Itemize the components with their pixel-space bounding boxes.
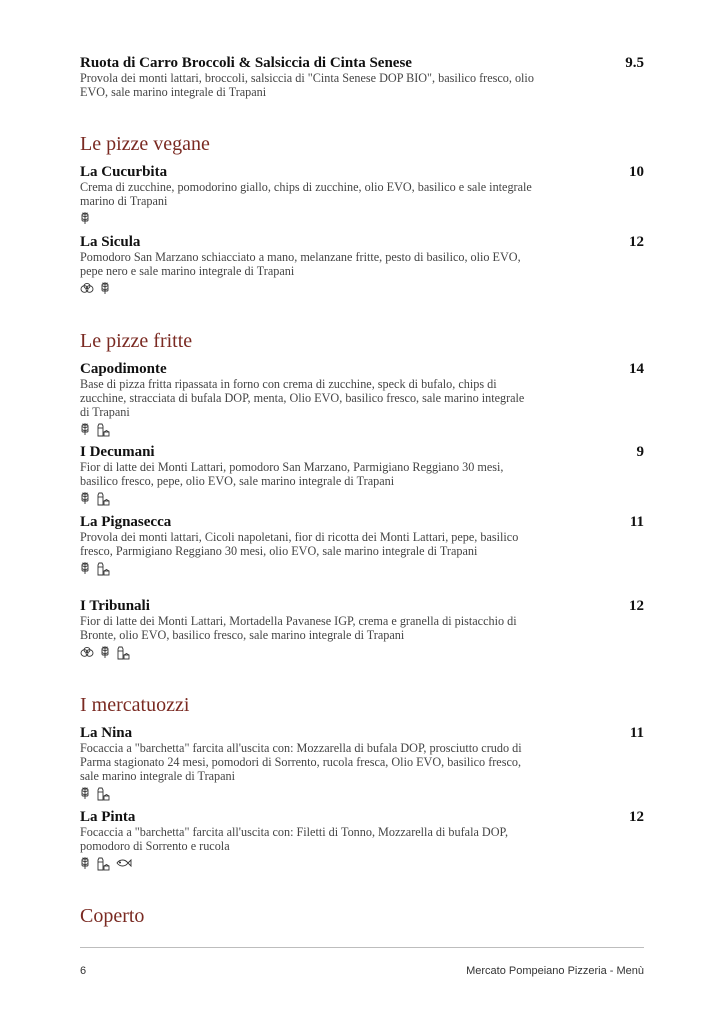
menu-item [80, 361, 644, 437]
item-name: Ruota di Carro Broccoli & Salsiccia di Cinta Senese [80, 55, 412, 71]
milk-icon [96, 856, 110, 871]
item-price: 12 [629, 809, 644, 825]
fish-icon [116, 858, 132, 868]
section-title-fritte: Le pizze fritte [80, 330, 193, 352]
nuts-icon [80, 646, 94, 658]
wheat-icon [80, 422, 90, 436]
menu-item [80, 514, 644, 576]
milk-icon [116, 645, 130, 660]
wheat-icon [100, 645, 110, 659]
wheat-icon [80, 561, 90, 575]
item-description: Fior di latte dei Monti Lattari, pomodoro San Marzano, Parmigiano Reggiano 30 mesi, basilico fresco, pepe, olio EVO, sale marino integrale di Trapani [80, 460, 504, 488]
allergen-icons [80, 280, 644, 296]
milk-icon [96, 561, 110, 576]
wheat-icon [80, 856, 90, 870]
item-name: La Pignasecca [80, 514, 172, 530]
footer-divider [80, 947, 644, 948]
item-price: 12 [629, 598, 644, 614]
item-price: 11 [629, 514, 644, 530]
allergen-icons [80, 421, 644, 437]
milk-icon [96, 422, 110, 437]
item-description: Fior di latte dei Monti Lattari, Mortadella Pavanese IGP, crema e granella di pistacchio di Bronte, olio EVO, basilico fresco, sale marino integrale di Trapani [80, 614, 517, 642]
item-description: Base di pizza fritta ripassata in forno con crema di zucchine, speck di bufalo, chips di zucchine, stracciata di bufala DOP, menta, Olio EVO, basilico fresco, sale marino integrale di Trapani [80, 377, 525, 419]
item-description: Crema di zucchine, pomodorino giallo, chips di zucchine, olio EVO, basilico e sale integrale marino di Trapani [80, 180, 532, 208]
item-price: 10 [629, 164, 644, 180]
wheat-icon [80, 786, 90, 800]
item-name: La Pinta [80, 809, 136, 825]
section-title-vegane: Le pizze vegane [80, 133, 210, 155]
item-price: 14 [629, 361, 644, 377]
milk-icon [96, 491, 110, 506]
item-price: 9 [636, 444, 644, 460]
item-price: 12 [629, 234, 644, 250]
item-name: La Cucurbita [80, 164, 168, 180]
item-description: Focaccia a "barchetta" farcita all'uscita con: Filetti di Tonno, Mozzarella di bufala DOP, pomodoro di Sorrento e rucola [80, 825, 508, 853]
menu-item [80, 164, 644, 226]
nuts-icon [80, 282, 94, 294]
item-name: La Sicula [80, 234, 141, 250]
allergen-icons [80, 644, 644, 660]
allergen-icons [80, 490, 644, 506]
item-description: Provola dei monti lattari, broccoli, salsiccia di "Cinta Senese DOP BIO", basilico fresco, olio EVO, sale marino integrale di Trapani [80, 71, 534, 99]
milk-icon [96, 786, 110, 801]
allergen-icons [80, 855, 644, 871]
footer-title: Mercato Pompeiano Pizzeria - Menù [466, 965, 644, 977]
item-name: La Nina [80, 725, 133, 741]
wheat-icon [80, 491, 90, 505]
menu-item [80, 598, 644, 660]
item-price: 11 [629, 725, 644, 741]
page-number: 6 [80, 965, 87, 977]
menu-item [80, 234, 644, 296]
allergen-icons [80, 210, 644, 226]
item-name: Capodimonte [80, 361, 167, 377]
section-title-mercatuozzi: I mercatuozzi [80, 694, 190, 716]
allergen-icons [80, 560, 644, 576]
menu-item [80, 55, 644, 99]
item-description: Focaccia a "barchetta" farcita all'uscita con: Mozzarella di bufala DOP, prosciutto crudo di Parma stagionato 24 mesi, pomodori di Sorrento, rucola fresca, Olio EVO, basilico fresco, sale marino integrale di Trapani [80, 741, 522, 783]
menu-item [80, 725, 644, 801]
wheat-icon [80, 211, 90, 225]
wheat-icon [100, 281, 110, 295]
item-price: 9.5 [625, 55, 644, 71]
item-name: I Decumani [80, 444, 155, 460]
menu-item [80, 444, 644, 506]
item-description: Provola dei monti lattari, Cicoli napoletani, fior di ricotta dei Monti Lattari, pepe, basilico fresco, Parmigiano Reggiano 30 mesi, olio EVO, sale marino integrale di Trapani [80, 530, 519, 558]
section-title-coperto: Coperto [80, 905, 145, 927]
item-name: I Tribunali [80, 598, 150, 614]
allergen-icons [80, 785, 644, 801]
item-description: Pomodoro San Marzano schiacciato a mano, melanzane fritte, pesto di basilico, olio EVO, pepe nero e sale marino integrale di Trapani [80, 250, 521, 278]
menu-item [80, 809, 644, 871]
